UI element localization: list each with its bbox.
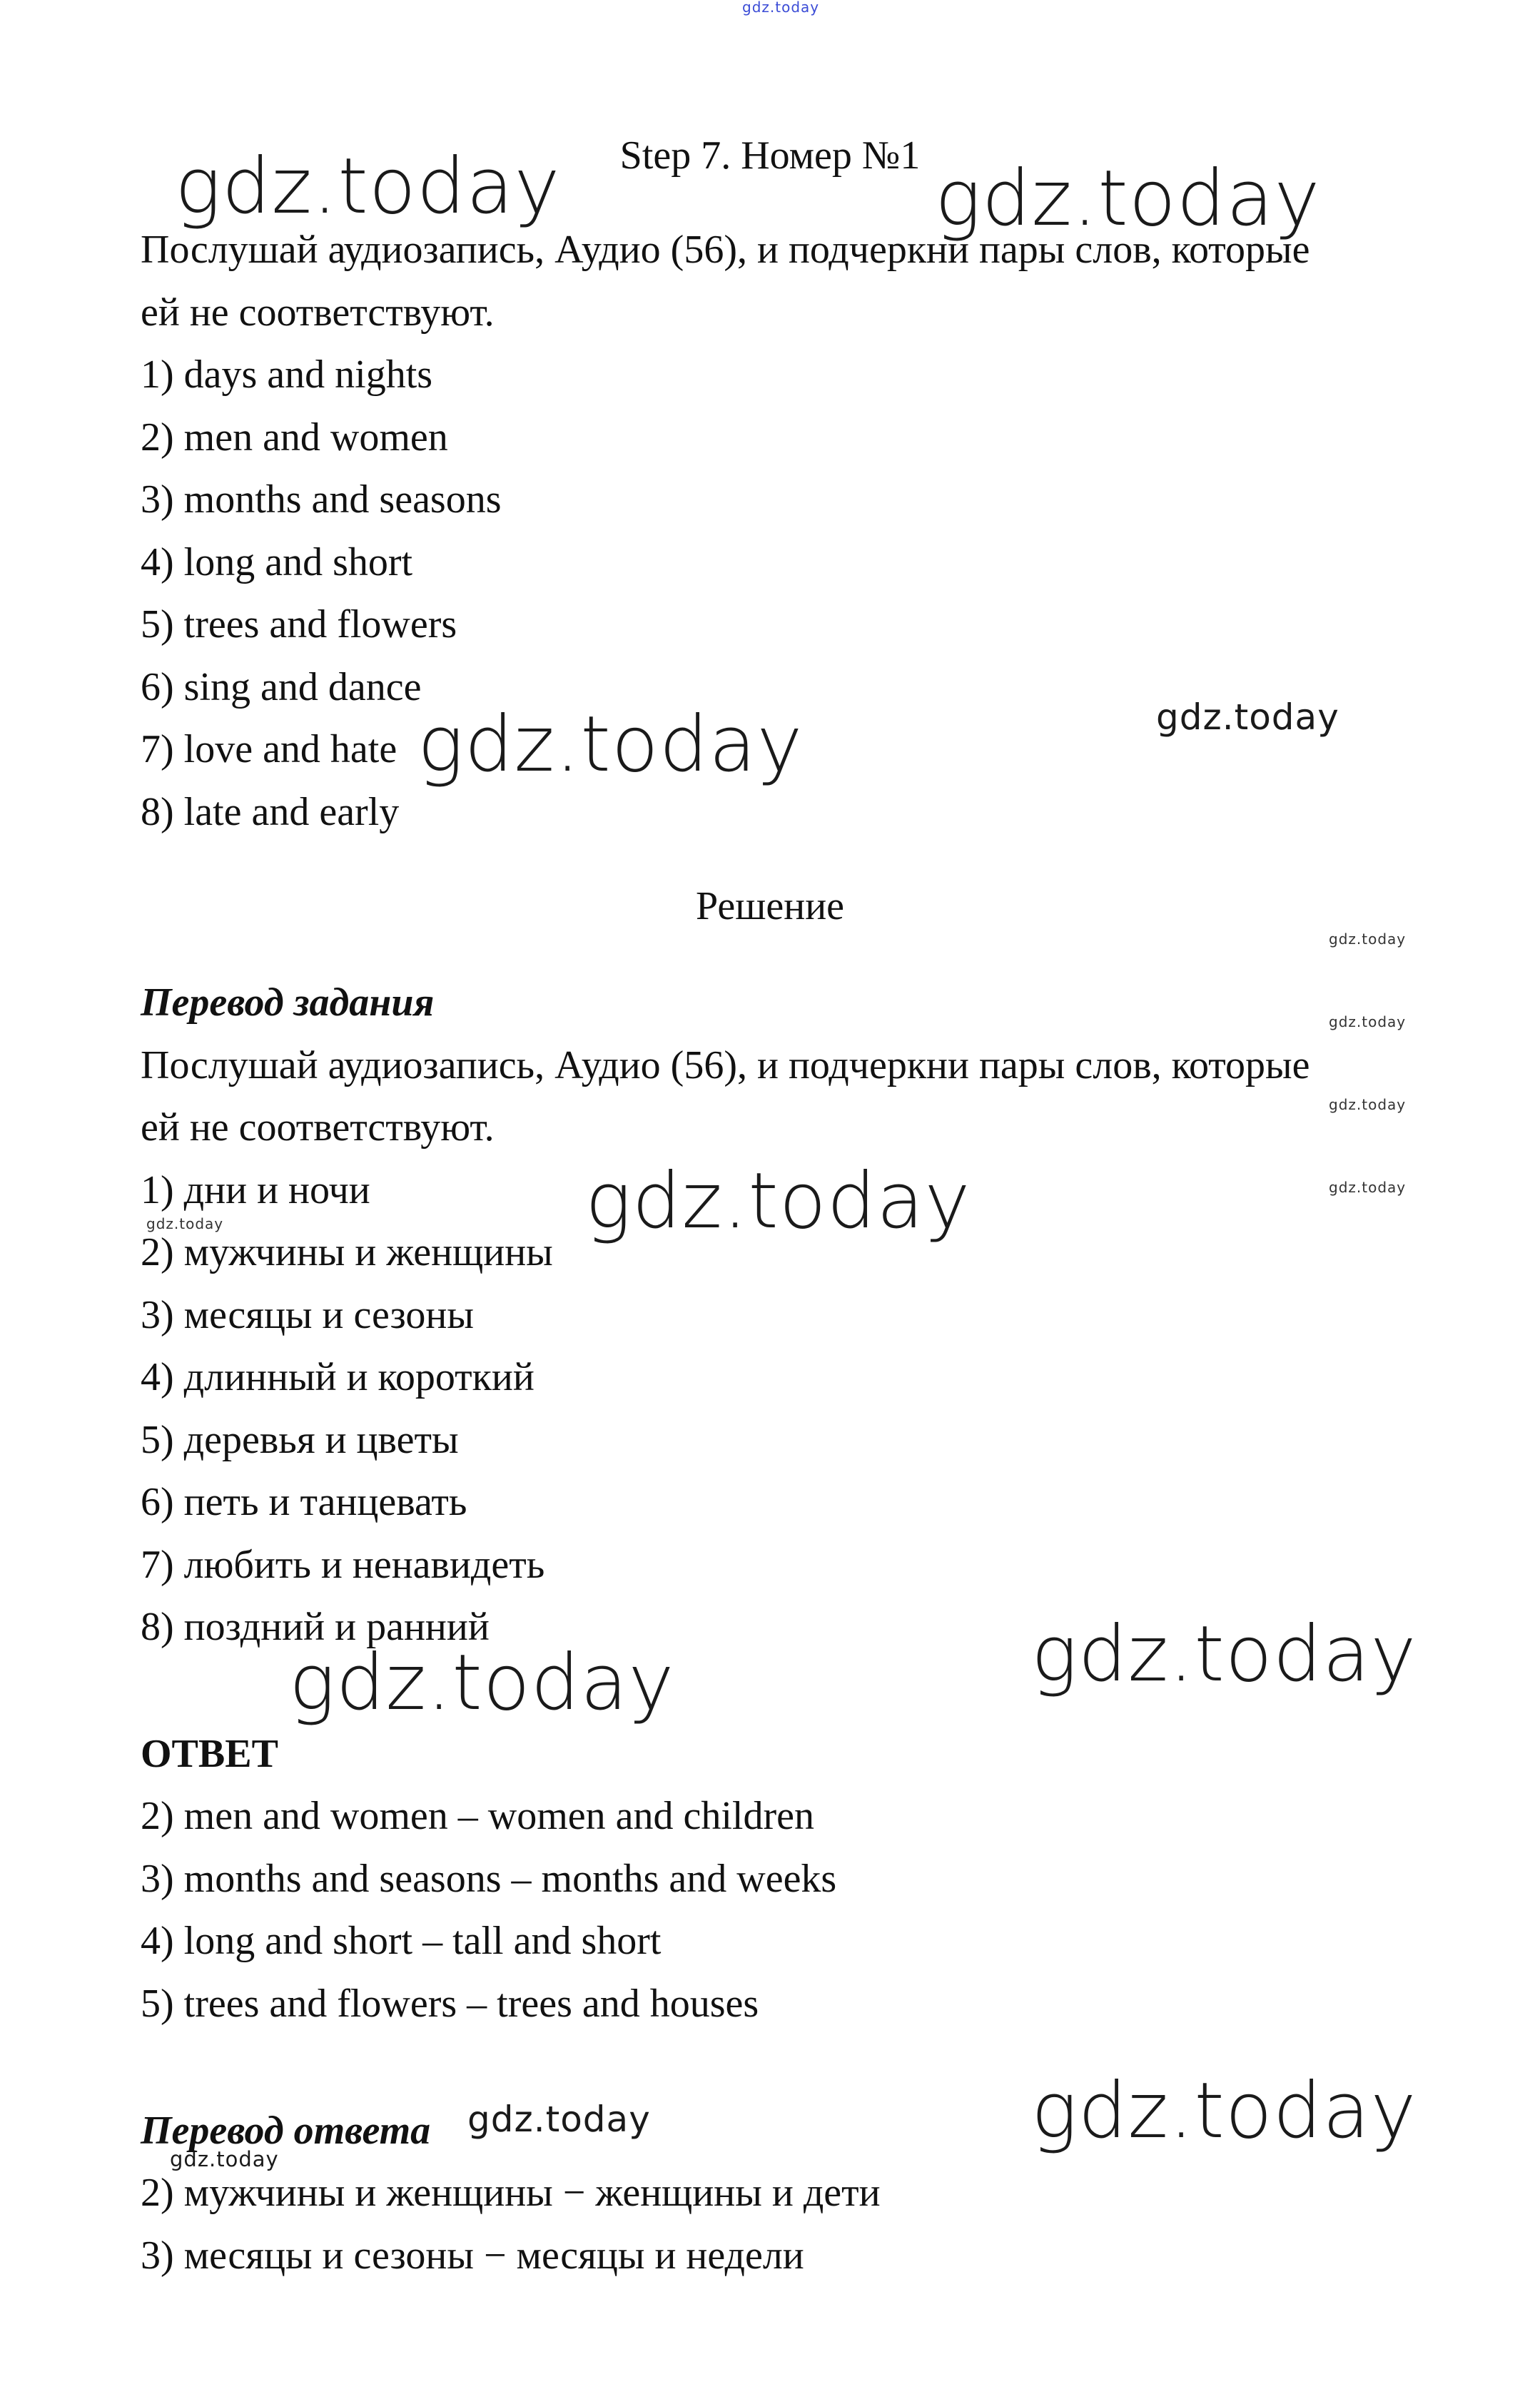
task-item: 7) love and hate [141,727,397,771]
watermark: gdz.today [289,1638,675,1728]
translation-item: 3) месяцы и сезоны [141,1293,474,1337]
answer-translation-item: 3) месяцы и сезоны − месяцы и недели [141,2233,804,2278]
watermark: gdz.today [1329,930,1407,948]
task-item: 3) months and seasons [141,477,502,522]
translation-item: 5) деревья и цветы [141,1418,459,1462]
translation-item: 1) дни и ночи [141,1168,370,1212]
task-item: 6) sing and dance [141,665,422,709]
translation-item: 6) петь и танцевать [141,1480,467,1524]
solution-heading: Решение [695,884,845,928]
translation-item: 4) длинный и короткий [141,1355,535,1399]
task-item: 8) late and early [141,790,400,834]
answer-heading: ОТВЕТ [141,1732,278,1776]
watermark: gdz.today [175,142,561,231]
watermark: gdz.today [146,1215,224,1232]
watermark: gdz.today [585,1157,971,1246]
task-item: 4) long and short [141,540,413,584]
watermark-top: gdz.today [742,0,820,16]
watermark: gdz.today [170,2147,279,2171]
answer-item: 3) months and seasons – months and weeks [141,1857,837,1901]
watermark: gdz.today [1329,1096,1407,1113]
watermark: gdz.today [467,2099,651,2140]
translation-instruction: Послушай аудиозапись, Аудио (56), и подчеркни пары слов, которые [141,1043,1310,1087]
task-instruction: ей не соответствуют. [141,290,495,335]
translation-instruction: ей не соответствуют. [141,1105,495,1150]
task-instruction: Послушай аудиозапись, Аудио (56), и подчеркни пары слов, которые [141,228,1310,272]
watermark: gdz.today [1031,1610,1417,1699]
task-item: 5) trees and flowers [141,602,457,646]
translation-item: 2) мужчины и женщины [141,1230,553,1274]
answer-item: 4) long and short – tall and short [141,1919,662,1963]
watermark: gdz.today [1156,696,1339,738]
watermark: gdz.today [935,154,1321,243]
answer-translation-item: 2) мужчины и женщины − женщины и дети [141,2171,881,2215]
answer-item: 2) men and women – women and children [141,1794,814,1838]
answer-item: 5) trees and flowers – trees and houses [141,1982,759,2026]
watermark: gdz.today [1329,1179,1407,1196]
translation-item: 8) поздний и ранний [141,1605,490,1649]
translation-item: 7) любить и ненавидеть [141,1543,545,1587]
watermark: gdz.today [1031,2066,1417,2156]
page-title: Step 7. Номер №1 [619,133,921,178]
watermark: gdz.today [1329,1013,1407,1030]
answer-translation-heading: Перевод ответа [141,2109,431,2153]
translation-heading: Перевод задания [141,980,435,1025]
task-item: 2) men and women [141,415,448,460]
task-item: 1) days and nights [141,353,433,397]
watermark: gdz.today [417,700,804,789]
